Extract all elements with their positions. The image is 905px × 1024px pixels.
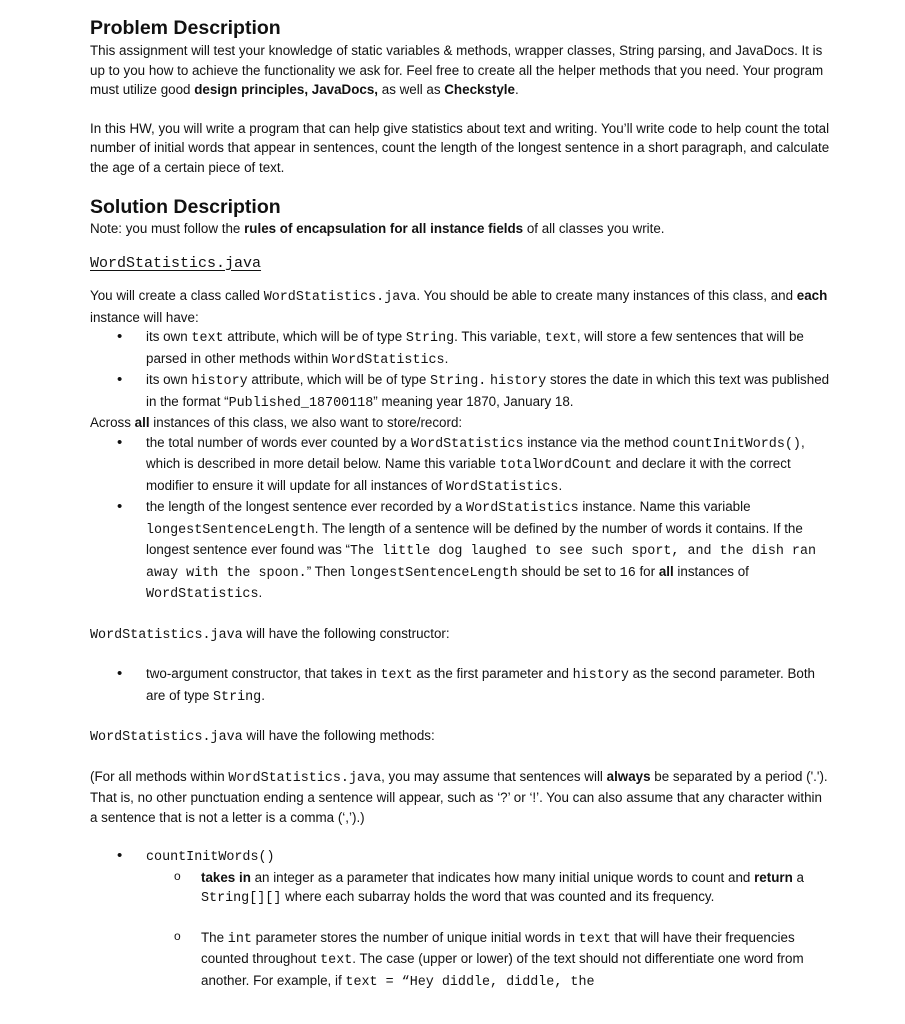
- code-span: text: [578, 931, 611, 947]
- text-span: , you may assume that sentences will: [381, 768, 607, 784]
- solution-section: [90, 195, 830, 992]
- code-span: text: [320, 953, 353, 968]
- text-span: instances of this class, we also want to store/record:: [149, 415, 463, 430]
- across-instances: [90, 413, 830, 433]
- method-detail-item: [90, 928, 830, 993]
- text-span: You will create a class called: [90, 288, 264, 303]
- solution-heading: Solution Description: [90, 196, 281, 218]
- text-span: where each subarray holds the word that was counted and its frequency.: [281, 889, 715, 904]
- text-span: . This variable,: [454, 329, 545, 344]
- text-span: (For all methods within: [90, 768, 229, 784]
- code-span: WordStatistics.java: [90, 627, 243, 643]
- text-span: This assignment will test your knowledge of static variables & methods, wrapper classes, String parsing, and JavaDocs. It is up to you how to achieve the functionality we ask for. Feel free to create all the helper methods that you need. Your program must utilize good: [90, 43, 824, 97]
- static-field-list: [90, 433, 830, 605]
- code-span: 16: [619, 565, 636, 581]
- list-item: [90, 497, 830, 605]
- constructor-list: [90, 664, 830, 707]
- text-span: of all classes you write.: [523, 221, 665, 236]
- methods-note: [90, 767, 830, 828]
- method-detail-list: [90, 868, 830, 993]
- text-span: instance will have:: [90, 309, 199, 325]
- code-span: WordStatistics.java: [90, 730, 243, 745]
- text-span: Across: [90, 415, 135, 430]
- bold-span: Checkstyle: [444, 82, 515, 97]
- code-span: text: [380, 668, 413, 683]
- method-item: [90, 846, 830, 868]
- text-span: . The case (upper or lower) of the text should not differentiate one word from another. For example, if: [201, 951, 804, 988]
- method-list: [90, 846, 830, 868]
- code-span: int: [227, 931, 252, 947]
- text-span: . You should be able to create many instances of this class, and: [416, 288, 797, 303]
- code-span: WordStatistics: [411, 436, 524, 452]
- text-span: ” meaning year 1870, January 18.: [373, 393, 574, 409]
- text-span: attribute, which will be of type: [247, 372, 431, 387]
- code-span: String: [405, 331, 455, 346]
- text-span: , will store a few sentences that will be parsed in other methods within: [146, 329, 804, 366]
- text-span: ” Then: [306, 563, 349, 579]
- encapsulation-note: [90, 219, 830, 239]
- code-span: WordStatistics.java: [263, 290, 417, 305]
- text-span: .: [444, 350, 449, 366]
- text-span: a: [792, 869, 804, 885]
- code-span: WordStatistics: [466, 501, 579, 516]
- methods-heading: [90, 726, 830, 748]
- text-span: as well as: [378, 82, 445, 97]
- text-span: an integer as a parameter that indicates how many initial unique words to count and: [250, 869, 755, 885]
- text-span: instance. Name this variable: [578, 499, 751, 514]
- text-span: two-argument constructor, that takes in: [146, 666, 381, 681]
- code-span: history: [490, 374, 547, 389]
- code-span: WordStatistics.java: [228, 770, 382, 786]
- code-span: history: [191, 374, 248, 389]
- list-item: [90, 327, 830, 370]
- text-span: .: [514, 82, 519, 97]
- file-heading-text: WordStatistics.java: [90, 254, 262, 272]
- text-span: . The length of a sentence will be defined by the number of words it contains. If the longest sentence ever found was “: [146, 520, 803, 557]
- text-span: its own: [146, 329, 192, 344]
- text-span: will have the following constructor:: [242, 625, 450, 641]
- text-span: as the second parameter. Both are of type: [146, 666, 815, 703]
- bold-span: design principles, JavaDocs,: [194, 82, 379, 97]
- code-span: text: [191, 331, 224, 346]
- text-span: should be set to: [517, 563, 620, 579]
- file-heading: [90, 253, 830, 274]
- text-span: The: [201, 929, 228, 945]
- bold-span: all: [658, 563, 674, 579]
- method-detail-item: [90, 868, 830, 909]
- code-span: WordStatistics: [332, 352, 445, 368]
- code-span: history: [572, 668, 629, 683]
- code-span: String[][]: [201, 891, 282, 906]
- code-span: WordStatistics: [445, 479, 559, 495]
- text-span: be separated by a period ('.'). That is, no other punctuation ending a sentence will appear, such as ‘?’ or ‘!’. You can also assume that any character within a sentence that is not a letter is a comma (‘,’).): [90, 768, 828, 825]
- text-span: .: [261, 687, 265, 703]
- method-name: [146, 848, 275, 863]
- problem-paragraph-2: [90, 119, 830, 178]
- list-item: [90, 370, 830, 413]
- code-span: countInitWords(): [672, 436, 801, 452]
- problem-section: [90, 16, 830, 177]
- code-span: WordStatistics: [146, 587, 259, 602]
- bold-span: each: [796, 288, 828, 303]
- instance-attribute-list: [90, 327, 830, 413]
- text-span: In this HW, you will write a program that can help give statistics about text and writing. You’ll write code to help count the total number of initial words that appear in sentences, count the length of the longest sentence in a short paragraph, and calculate the age of a certain piece of text.: [90, 120, 830, 175]
- text-span: that will have their frequencies counted throughout: [201, 929, 795, 966]
- code-span: String: [213, 689, 262, 705]
- text-span: will have the following methods:: [242, 728, 435, 743]
- text-span: attribute, which will be of type: [223, 329, 406, 344]
- problem-paragraph-1: [90, 41, 830, 100]
- text-span: the total number of words ever counted by a: [146, 434, 411, 450]
- code-span: longestSentenceLength: [146, 522, 315, 538]
- list-item: [90, 664, 830, 707]
- problem-heading: Problem Description: [90, 17, 281, 39]
- text-span: stores the date in which this text was published in the format “: [146, 372, 830, 409]
- text-span: for: [635, 563, 659, 579]
- text-span: and declare it with the correct modifier to ensure it will update for all instances of: [146, 456, 791, 493]
- text-span: the length of the longest sentence ever recorded by a: [146, 499, 467, 514]
- bold-span: always: [606, 768, 651, 784]
- code-span: longestSentenceLength: [348, 565, 518, 581]
- code-span: String.: [430, 374, 487, 389]
- text-span: instances of: [673, 563, 749, 579]
- text-span: , which is described in more detail below. Name this variable: [146, 434, 805, 471]
- text-span: parameter stores the number of unique initial words in: [251, 929, 579, 945]
- bold-span: takes in: [201, 869, 251, 885]
- code-span: Published_18700118: [228, 395, 374, 411]
- bold-span: return: [754, 869, 793, 885]
- code-span: text = “Hey diddle, diddle, the: [345, 974, 595, 990]
- list-item: [90, 433, 830, 498]
- bold-span: all: [134, 415, 150, 430]
- text-span: Note: you must follow the: [90, 221, 245, 236]
- bold-span: rules of encapsulation for all instance fields: [244, 221, 524, 236]
- class-intro: [90, 286, 830, 327]
- code-span: countInitWords(): [146, 850, 275, 865]
- text-span: its own: [146, 372, 192, 387]
- code-span: totalWordCount: [499, 458, 613, 473]
- constructor-heading: [90, 624, 830, 646]
- code-span: The little dog laughed to see such sport, and the dish ran away with the spoon.: [146, 544, 817, 581]
- code-span: text: [544, 331, 577, 346]
- text-span: .: [558, 477, 563, 493]
- text-span: instance via the method: [523, 434, 673, 450]
- text-span: .: [258, 585, 263, 600]
- text-span: as the first parameter and: [412, 666, 573, 681]
